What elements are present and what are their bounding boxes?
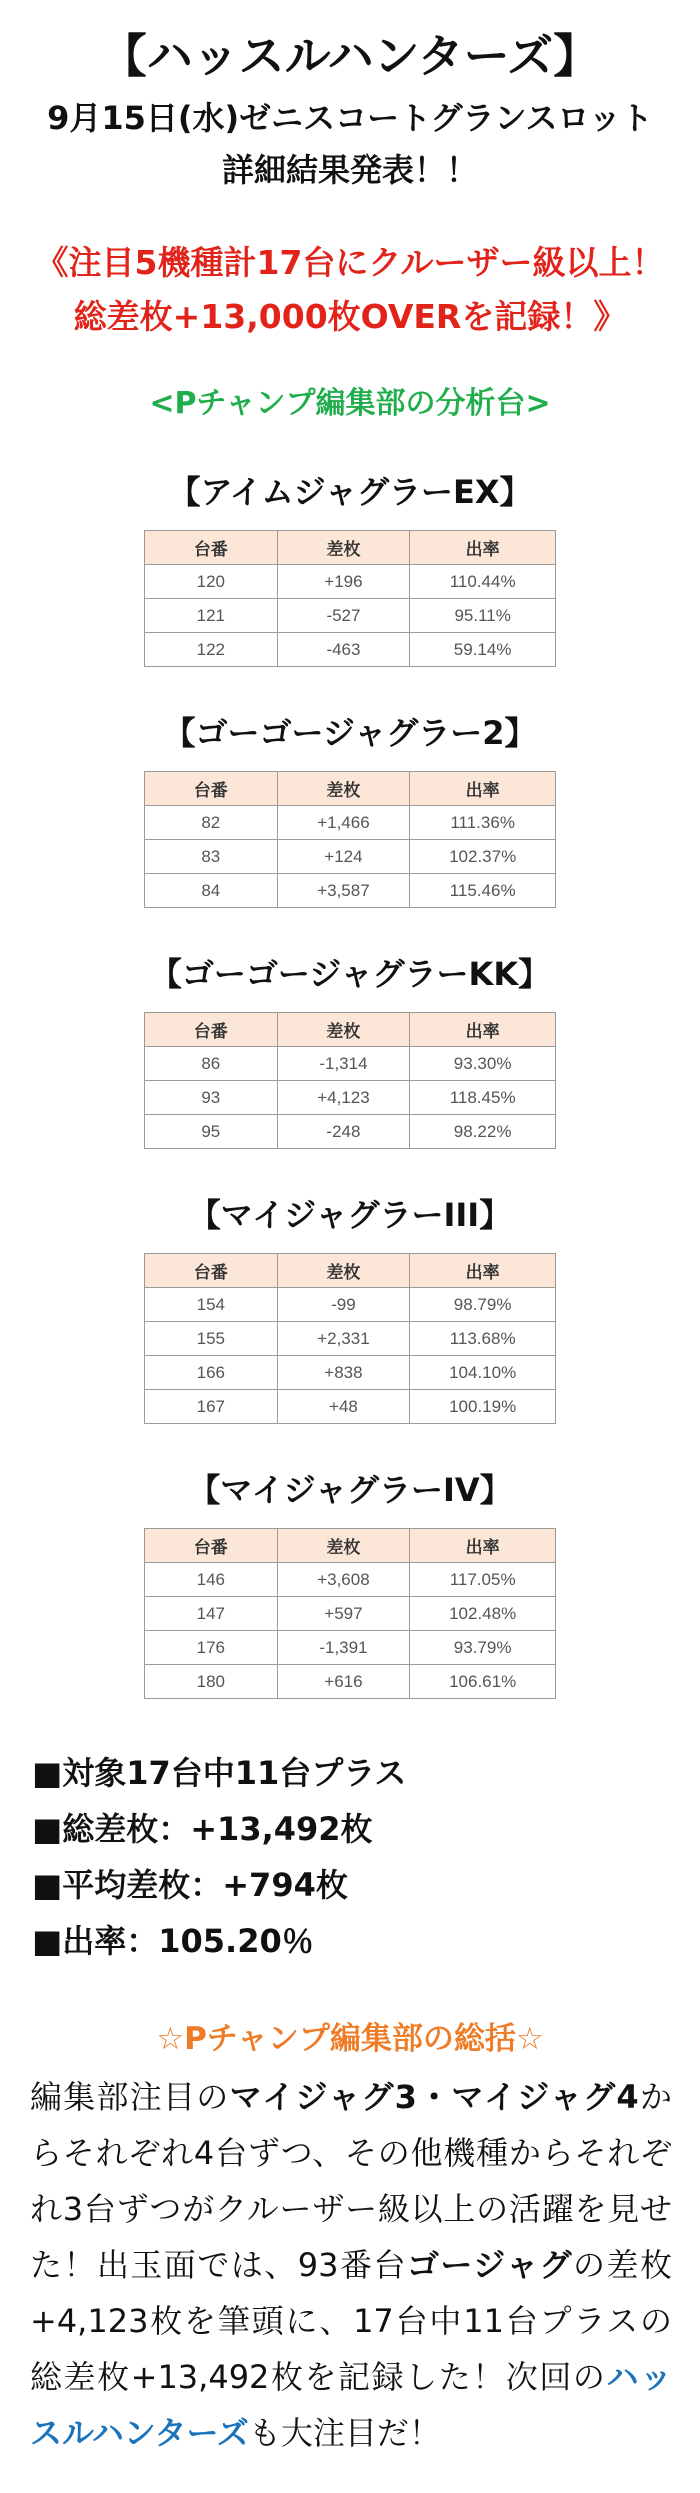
conclusion-emphasis: ゴージャグ	[406, 2246, 574, 2284]
conclusion-segment: も大注目だ！	[248, 2414, 441, 2452]
header-unit: 台番	[145, 531, 278, 565]
cell-rate: 98.22%	[410, 1115, 556, 1149]
machine-section	[0, 1193, 700, 1424]
header-rate: 出率	[410, 1013, 556, 1047]
cell-rate: 102.48%	[410, 1597, 556, 1631]
machine-results	[0, 470, 700, 1699]
header-diff: 差枚	[277, 531, 410, 565]
cell-unit: 83	[145, 840, 278, 874]
conclusion-text	[0, 2069, 700, 2461]
cell-diff: -527	[277, 599, 410, 633]
cell-diff: -463	[277, 633, 410, 667]
cell-diff: +124	[277, 840, 410, 874]
conclusion-emphasis: マイジャグ3・マイジャグ4	[229, 2078, 639, 2116]
cell-rate: 117.05%	[410, 1563, 556, 1597]
table-header-row	[145, 1013, 556, 1047]
cell-rate: 100.19%	[410, 1390, 556, 1424]
table-row	[145, 840, 556, 874]
cell-unit: 120	[145, 565, 278, 599]
summary-block	[0, 1745, 700, 1969]
cell-unit: 180	[145, 1665, 278, 1699]
cell-diff: +616	[277, 1665, 410, 1699]
table-row	[145, 1356, 556, 1390]
machine-section	[0, 711, 700, 908]
cell-rate: 95.11%	[410, 599, 556, 633]
conclusion-segment: からそれぞれ4台ずつ、その他機種からそれぞれ3台ずつがクルーザー級以上の活躍を見せた！出玉面では、93番台	[30, 2078, 672, 2284]
cell-diff: +838	[277, 1356, 410, 1390]
cell-unit: 84	[145, 874, 278, 908]
table-row	[145, 1631, 556, 1665]
header-unit: 台番	[145, 1254, 278, 1288]
cell-rate: 110.44%	[410, 565, 556, 599]
table-row	[145, 1665, 556, 1699]
summary-plus-count: ■対象17台中11台プラス	[32, 1754, 407, 1792]
results-table	[144, 530, 556, 667]
results-table	[144, 771, 556, 908]
cell-diff: -1,391	[277, 1631, 410, 1665]
cell-unit: 167	[145, 1390, 278, 1424]
cell-rate: 115.46%	[410, 874, 556, 908]
table-row	[145, 1081, 556, 1115]
highlight-banner	[0, 236, 700, 344]
header-unit: 台番	[145, 1013, 278, 1047]
machine-title: 【マイジャグラーIV】	[188, 1471, 512, 1509]
results-table	[144, 1528, 556, 1699]
cell-unit: 154	[145, 1288, 278, 1322]
cell-rate: 59.14%	[410, 633, 556, 667]
table-row	[145, 599, 556, 633]
cell-unit: 166	[145, 1356, 278, 1390]
summary-average-diff: ■平均差枚：+794枚	[32, 1866, 348, 1904]
table-row	[145, 806, 556, 840]
cell-unit: 176	[145, 1631, 278, 1665]
cell-diff: +48	[277, 1390, 410, 1424]
highlight-line-1: 《注目5機種計17台にクルーザー級以上！	[35, 243, 665, 282]
cell-diff: +3,608	[277, 1563, 410, 1597]
cell-diff: -1,314	[277, 1047, 410, 1081]
subtitle-announcement: 詳細結果発表！！	[221, 151, 478, 189]
header-unit: 台番	[145, 772, 278, 806]
header-rate: 出率	[410, 531, 556, 565]
table-row	[145, 1597, 556, 1631]
table-row	[145, 565, 556, 599]
cell-unit: 155	[145, 1322, 278, 1356]
cell-diff: +2,331	[277, 1322, 410, 1356]
cell-unit: 147	[145, 1597, 278, 1631]
subtitle-date-venue: 9月15日(水)ゼニスコートグランスロット	[47, 99, 653, 137]
conclusion-segment: の差枚+4,123枚を筆頭に、17台中11台プラスの総差枚+13,492枚を記録した！次回の	[30, 2246, 672, 2396]
cell-unit: 122	[145, 633, 278, 667]
table-header-row	[145, 772, 556, 806]
machine-section	[0, 1468, 700, 1699]
machine-title: 【ゴーゴージャグラーKK】	[149, 955, 551, 993]
header-diff: 差枚	[277, 772, 410, 806]
cell-diff: -248	[277, 1115, 410, 1149]
header-rate: 出率	[410, 1529, 556, 1563]
cell-unit: 121	[145, 599, 278, 633]
cell-rate: 98.79%	[410, 1288, 556, 1322]
summary-total-diff: ■総差枚：+13,492枚	[32, 1810, 373, 1848]
results-table	[144, 1253, 556, 1424]
table-header-row	[145, 1254, 556, 1288]
conclusion-emphasis: ハッスルハンターズ	[30, 2358, 672, 2452]
table-header-row	[145, 1529, 556, 1563]
cell-unit: 95	[145, 1115, 278, 1149]
header-diff: 差枚	[277, 1529, 410, 1563]
conclusion-segment: 編集部注目の	[30, 2078, 230, 2116]
header-diff: 差枚	[277, 1013, 410, 1047]
cell-unit: 86	[145, 1047, 278, 1081]
cell-rate: 104.10%	[410, 1356, 556, 1390]
table-row	[145, 1563, 556, 1597]
table-row	[145, 633, 556, 667]
highlight-line-2: 総差枚+13,000枚OVERを記録！》	[73, 297, 627, 336]
table-row	[145, 1390, 556, 1424]
cell-rate: 111.36%	[410, 806, 556, 840]
cell-rate: 118.45%	[410, 1081, 556, 1115]
table-row	[145, 1288, 556, 1322]
cell-diff: +597	[277, 1597, 410, 1631]
header-rate: 出率	[410, 772, 556, 806]
cell-diff: +3,587	[277, 874, 410, 908]
header-rate: 出率	[410, 1254, 556, 1288]
cell-rate: 93.30%	[410, 1047, 556, 1081]
machine-section	[0, 470, 700, 667]
cell-diff: +4,123	[277, 1081, 410, 1115]
cell-diff: -99	[277, 1288, 410, 1322]
cell-unit: 82	[145, 806, 278, 840]
machine-title: 【ゴーゴージャグラー2】	[163, 714, 537, 752]
header-unit: 台番	[145, 1529, 278, 1563]
cell-rate: 113.68%	[410, 1322, 556, 1356]
machine-title: 【マイジャグラーIII】	[188, 1196, 512, 1234]
machine-section	[0, 952, 700, 1149]
summary-payout-rate: ■出率：105.20％	[32, 1922, 314, 1960]
cell-rate: 93.79%	[410, 1631, 556, 1665]
cell-unit: 93	[145, 1081, 278, 1115]
cell-unit: 146	[145, 1563, 278, 1597]
results-table	[144, 1012, 556, 1149]
cell-diff: +1,466	[277, 806, 410, 840]
header	[0, 26, 700, 196]
cell-rate: 106.61%	[410, 1665, 556, 1699]
machine-title: 【アイムジャグラーEX】	[168, 473, 532, 511]
page-title: 【ハッスルハンターズ】	[100, 29, 600, 83]
header-diff: 差枚	[277, 1254, 410, 1288]
table-row	[145, 1115, 556, 1149]
conclusion-title: ☆Pチャンプ編集部の総括☆	[156, 2021, 544, 2057]
table-row	[145, 1047, 556, 1081]
cell-rate: 102.37%	[410, 840, 556, 874]
table-header-row	[145, 531, 556, 565]
analysis-heading: <Pチャンプ編集部の分析台>	[149, 386, 551, 421]
cell-diff: +196	[277, 565, 410, 599]
table-row	[145, 874, 556, 908]
table-row	[145, 1322, 556, 1356]
